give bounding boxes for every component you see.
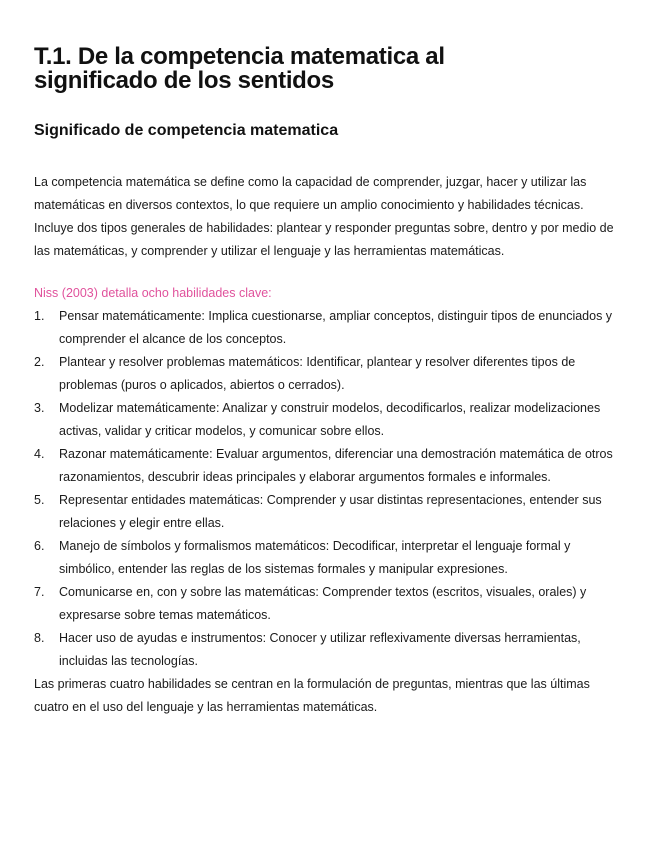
list-item-text: Razonar matemáticamente: Evaluar argumentos, diferenciar una demostración matemática de otros razonamientos, descubrir ideas principales y elaborar argumentos formales e informales.	[59, 447, 613, 484]
list-item	[34, 351, 622, 397]
list-item	[34, 581, 622, 627]
list-item	[34, 627, 622, 673]
list-item	[34, 443, 622, 489]
list-item-text: Modelizar matemáticamente: Analizar y construir modelos, decodificarlos, realizar modelizaciones activas, validar y criticar modelos, y comunicar sobre ellos.	[59, 401, 601, 438]
page-title-line-1: T.1. De la competencia matematica al	[34, 43, 445, 70]
list-item-number: 8.	[34, 631, 45, 645]
list-item-text: Comunicarse en, con y sobre las matemáticas: Comprender textos (escritos, visuales, orales) y expresarse sobre temas matemáticos.	[59, 585, 587, 622]
list-item-number: 4.	[34, 447, 45, 461]
list-item	[34, 397, 622, 443]
list-item-number: 7.	[34, 585, 45, 599]
list-item	[34, 305, 622, 351]
list-item-number: 5.	[34, 493, 45, 507]
skills-list	[34, 305, 622, 673]
list-item-number: 3.	[34, 401, 45, 415]
list-item-text: Representar entidades matemáticas: Comprender y usar distintas representaciones, entender sus relaciones y elegir entre ellas.	[59, 493, 602, 530]
list-item-number: 6.	[34, 539, 45, 553]
page-title-line-2: significado de los sentidos	[34, 67, 334, 94]
page-title	[34, 45, 622, 93]
list-item-text: Plantear y resolver problemas matemáticos: Identificar, plantear y resolver diferentes tipos de problemas (puros o aplicados, abiertos o cerrados).	[59, 355, 576, 392]
list-item-number: 1.	[34, 309, 45, 323]
list-item-text: Hacer uso de ayudas e instrumentos: Conocer y utilizar reflexivamente diversas herramientas, incluidas las tecnologías.	[59, 631, 581, 668]
list-item	[34, 489, 622, 535]
section-subtitle: Significado de competencia matematica	[34, 122, 339, 139]
list-item-text: Manejo de símbolos y formalismos matemáticos: Decodificar, interpretar el lenguaje formal y simbólico, entender las reglas de los sistemas formales y manipular expresiones.	[59, 539, 571, 576]
list-item-number: 2.	[34, 355, 45, 369]
list-item-text: Pensar matemáticamente: Implica cuestionarse, ampliar conceptos, distinguir tipos de enunciados y comprender el alcance de los conceptos.	[59, 309, 613, 346]
intro-paragraph: La competencia matemática se define como la capacidad de comprender, juzgar, hacer y utilizar las matemáticas en diversos contextos, lo que requiere un amplio conocimiento y habilidades técnicas. Incluye dos tipos generales de habilidades: plantear y responder preguntas sobre, dentro y por medio de las matemáticas, y comprender y utilizar el lenguaje y las herramientas matemáticas.	[34, 175, 614, 258]
list-item	[34, 535, 622, 581]
closing-paragraph: Las primeras cuatro habilidades se centran en la formulación de preguntas, mientras que las últimas cuatro en el uso del lenguaje y las herramientas matemáticas.	[34, 677, 590, 714]
skills-list-heading: Niss (2003) detalla ocho habilidades clave:	[34, 286, 272, 300]
